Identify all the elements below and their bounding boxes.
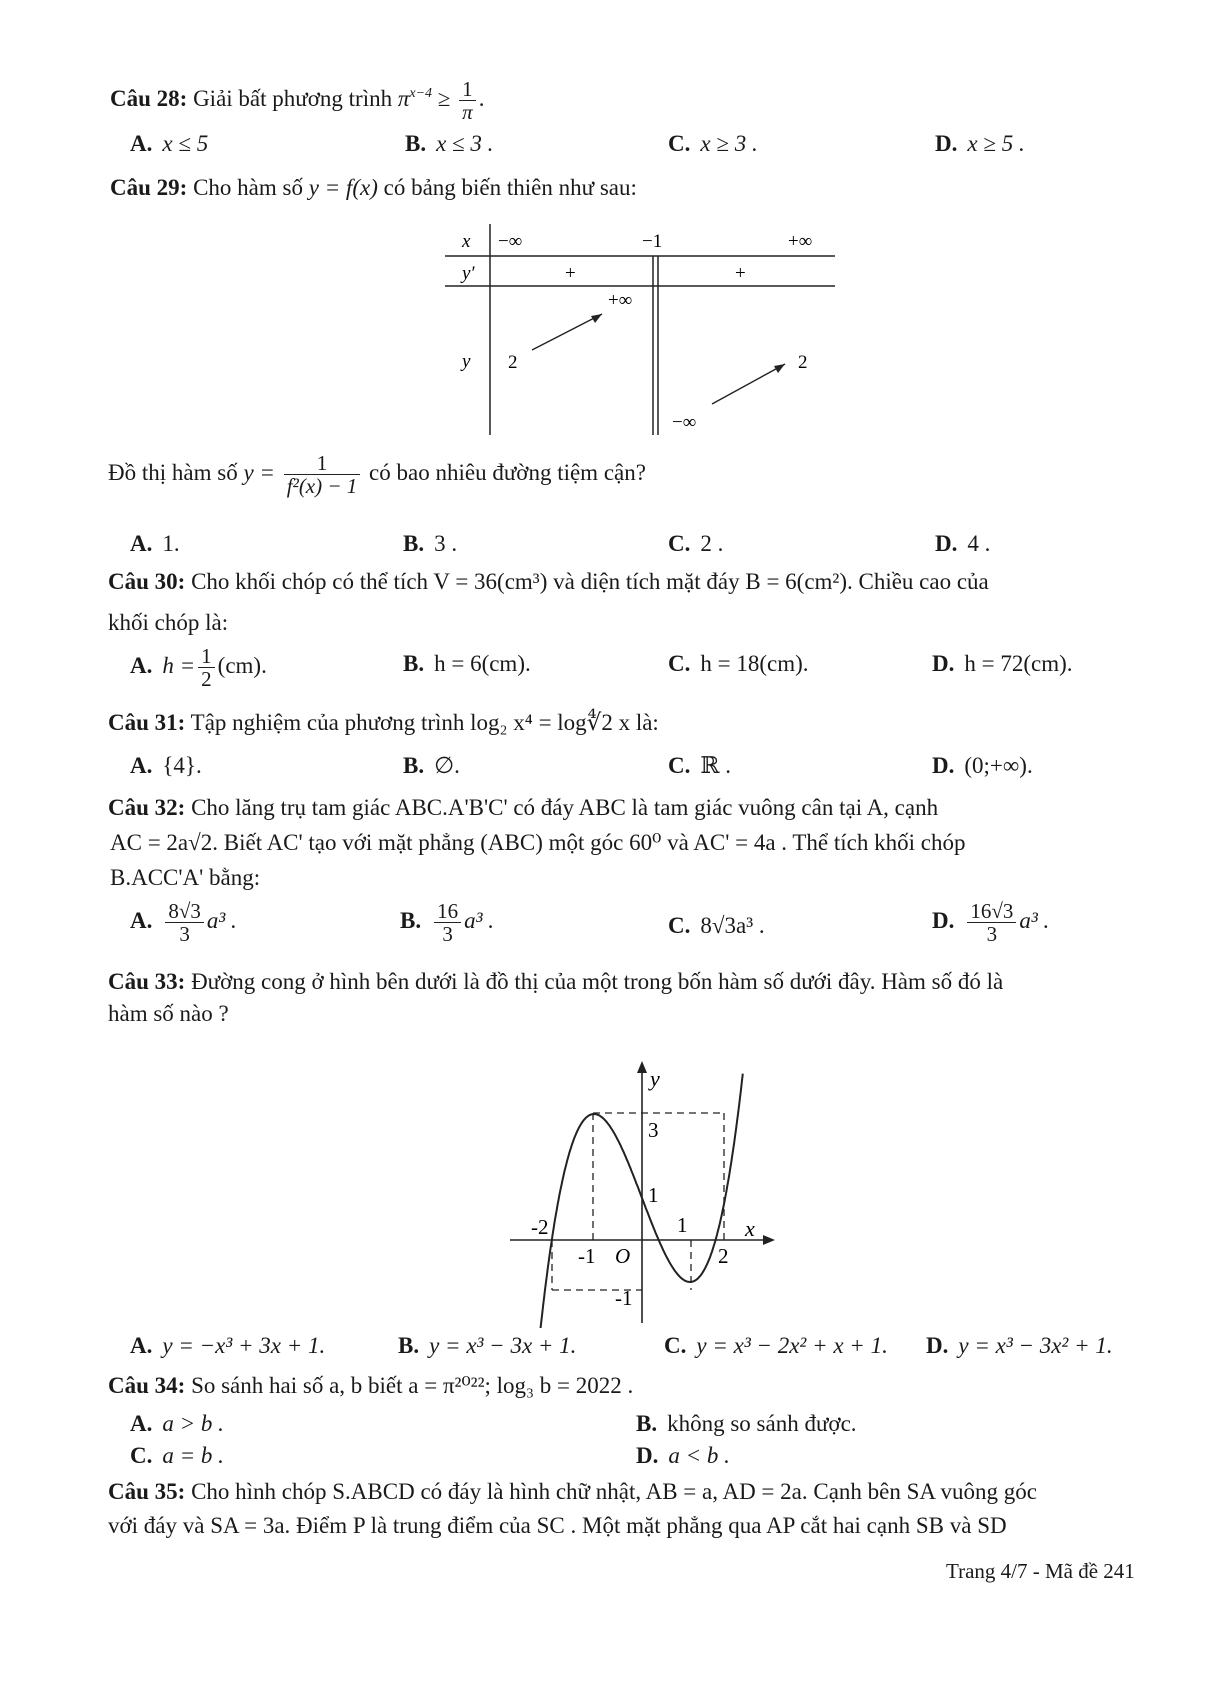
option-b [403,530,457,558]
option-label: A. [130,1333,153,1358]
x-label: x [462,231,471,252]
option-text: a < b . [668,1443,730,1468]
option-text: 1. [162,531,180,556]
option-c [668,130,758,158]
question-29-stem [110,174,637,202]
question-28-stem [110,78,484,123]
tick-minus2: -2 [531,1215,549,1239]
question-label: Câu 30: [108,569,186,594]
question-33-line2: hàm số nào ? [108,1001,229,1026]
option-label: B. [400,907,422,933]
question-31-stem [108,709,659,737]
math-exponent: x−4 [409,86,433,102]
option-text: 3 . [434,531,458,556]
question-text: có bao nhiêu đường tiệm cận? [369,459,646,485]
option-label: D. [932,651,955,676]
option-d [935,530,990,558]
question-text: So sánh hai số a, b biết a = π²⁰²²; log₃ b = 2022 . [191,1373,634,1398]
fraction [459,78,476,123]
option-label: C. [668,531,691,556]
question-label: Câu 35: [108,1479,186,1504]
option-d [926,1332,1113,1360]
fraction-numerator: 1 [459,78,476,101]
option-text: {4}. [162,753,202,778]
option-d [932,900,1049,945]
increasing-arrow-left [532,314,602,350]
option-label: B. [403,753,425,778]
option-label: D. [935,131,958,156]
option-label: A. [130,531,153,556]
fraction-denominator: 3 [442,922,453,947]
option-text: không so sánh được. [667,1411,857,1436]
option-b [636,1410,857,1438]
option-d [932,752,1033,780]
y-left-value: 2 [508,352,518,373]
option-label: D. [935,531,958,556]
option-label: B. [405,131,427,156]
function-graph [505,1058,780,1328]
question-32-line3: B.ACC'A' bằng: [110,865,261,890]
option-text: x ≤ 3 . [436,131,494,156]
option-label: D. [932,907,955,933]
option-label: C. [668,131,691,156]
question-text: Đường cong ở hình bên dưới là đồ thị của một trong bốn hàm số dưới đây. Hàm số đó là [191,969,1004,994]
option-text: a³ . [1019,907,1050,933]
question-label: Câu 31: [108,710,186,735]
question-35-line2: với đáy và SA = 3a. Điểm P là trung điểm của SC . Một mặt phẳng qua AP cắt hai cạnh SB và SD [108,1513,1007,1538]
option-label: B. [403,531,425,556]
tick-1-y: 1 [648,1183,659,1207]
option-label: D. [636,1443,659,1468]
option-text: h = 6(cm). [434,651,531,676]
question-30-line2: khối chóp là: [108,610,229,635]
arrowhead [774,364,785,373]
x-axis-arrow [763,1235,775,1245]
math-h: h = [162,652,196,678]
x-axis-label: x [745,1216,755,1241]
question-text: Cho hàm số [193,175,303,200]
increasing-arrow-right [712,364,785,404]
tick-minus1-x: -1 [578,1244,596,1268]
question-30-line1 [108,568,989,596]
option-d [636,1442,730,1470]
option-label: C. [668,913,691,938]
question-29-followup [108,452,646,497]
option-b [400,900,494,945]
option-label: C. [668,651,691,676]
option-text: a > b . [162,1411,224,1436]
option-label: C. [668,753,691,778]
option-label: D. [932,753,955,778]
tick-minus1-y: -1 [615,1286,633,1310]
question-text: có bảng biến thiên như sau: [383,175,637,200]
question-text: Cho lăng trụ tam giác ABC.A'B'C' có đáy ABC là tam giác vuông cân tại A, cạnh [191,795,939,820]
question-33-line1 [108,968,1003,996]
question-text: Cho hình chóp S.ABCD có đáy là hình chữ nhật, AB = a, AD = 2a. Cạnh bên SA vuông góc [191,1479,1037,1504]
option-a [130,530,180,558]
option-text: h = 18(cm). [700,651,809,676]
question-34-stem [108,1372,633,1400]
option-label: A. [130,131,153,156]
option-a [130,1410,224,1438]
option-b [403,752,460,780]
option-text: ∅. [434,753,460,778]
question-text: Cho khối chóp có thể tích V = 36(cm³) và diện tích mặt đáy B = 6(cm²). Chiều cao của [191,569,989,594]
fraction-numerator: 8√3 [165,900,204,923]
math-y: y = [243,459,275,485]
tick-3: 3 [648,1118,659,1142]
tick-2-x: 2 [718,1244,729,1268]
math-function: y = f(x) [308,175,378,200]
option-text: 8√3a³ . [700,913,765,938]
option-label: C. [130,1443,153,1468]
question-text: Giải bất phương trình [193,85,393,111]
option-label: A. [130,753,153,778]
question-32-line1 [108,794,938,822]
question-35-line1 [108,1478,1037,1506]
x-value-pos-inf: +∞ [788,231,813,252]
x-value-neg-inf: −∞ [498,231,523,252]
option-c [668,752,731,780]
option-text: x ≥ 5 . [967,131,1025,156]
tick-1-x: 1 [677,1213,688,1237]
option-text: y = −x³ + 3x + 1. [162,1333,326,1358]
option-text: ℝ . [700,753,731,778]
fraction [284,452,361,497]
option-text: a³ . [464,907,494,933]
fraction-denominator: π [462,100,473,125]
fraction-numerator: 16√3 [967,900,1016,923]
option-b [405,130,493,158]
fraction-denominator: 3 [179,922,190,947]
option-text: a = b . [162,1443,224,1468]
option-b [403,650,531,678]
period: . [478,85,485,111]
fraction-numerator: 16 [434,900,461,923]
fraction [967,900,1016,945]
option-c [668,912,765,940]
fraction-denominator: 3 [986,922,998,947]
option-d [935,130,1025,158]
question-label: Câu 29: [110,175,188,200]
yprime-sign-right: + [735,263,746,284]
y-axis-label: y [650,1066,660,1091]
question-label: Câu 34: [108,1373,186,1398]
y-top-value: +∞ [608,290,633,311]
question-text: Đồ thị hàm số [108,459,238,485]
y-right-value: 2 [798,352,808,373]
option-label: B. [398,1333,420,1358]
option-a [130,900,237,945]
page-footer: Trang 4/7 - Mã đề 241 [946,1559,1135,1583]
option-label: D. [926,1333,949,1358]
fraction [198,645,215,690]
fraction-denominator: f²(x) − 1 [286,474,358,499]
option-label: A. [130,1411,153,1436]
math-ge: ≥ [437,85,451,111]
option-label: B. [403,651,425,676]
option-label: B. [636,1411,658,1436]
option-text: y = x³ − 3x + 1. [429,1333,577,1358]
question-label: Câu 32: [108,795,186,820]
option-d [932,650,1073,678]
option-text: h = 72(cm). [964,651,1073,676]
option-text: a³ . [206,907,237,933]
option-c [130,1442,224,1470]
option-label: A. [130,907,153,933]
y-bottom-value: −∞ [672,412,697,433]
question-label: Câu 33: [108,969,186,994]
option-a [130,752,202,780]
option-text: x ≥ 3 . [700,131,758,156]
fraction-numerator: 1 [284,452,361,475]
y-label: y [462,351,471,372]
math-base: π [397,85,410,111]
question-label: Câu 28: [110,85,188,111]
option-a [130,645,267,690]
option-c [668,530,723,558]
option-c [668,650,809,678]
option-text: 4 . [967,531,991,556]
option-a [130,1332,325,1360]
option-c [664,1332,888,1360]
option-text: y = x³ − 3x² + 1. [958,1333,1113,1358]
fraction-numerator: 1 [198,645,215,668]
question-text: Tập nghiệm của phương trình log₂ x⁴ = log∜2 x là: [190,710,659,735]
option-text: (cm). [217,652,267,678]
yprime-sign-left: + [565,263,576,284]
option-text: (0;+∞). [964,753,1033,778]
option-b [398,1332,576,1360]
option-text: y = x³ − 2x² + x + 1. [696,1333,888,1358]
option-label: A. [130,652,153,678]
yprime-label: y′ [462,263,475,284]
variation-table [440,222,840,437]
y-axis-arrow [637,1061,647,1073]
option-a [130,130,208,158]
fraction-denominator: 2 [201,667,212,692]
option-text: x ≤ 5 [162,131,209,156]
arrowhead [591,314,602,323]
fraction [165,900,204,945]
option-text: 2 . [700,531,724,556]
question-32-line2: AC = 2a√2. Biết AC' tạo với mặt phẳng (ABC) một góc 60⁰ và AC' = 4a . Thể tích khối chóp [110,830,966,855]
origin-label: O [615,1244,631,1268]
fraction [434,900,461,945]
x-value-minus-one: −1 [642,231,663,252]
option-label: C. [664,1333,687,1358]
